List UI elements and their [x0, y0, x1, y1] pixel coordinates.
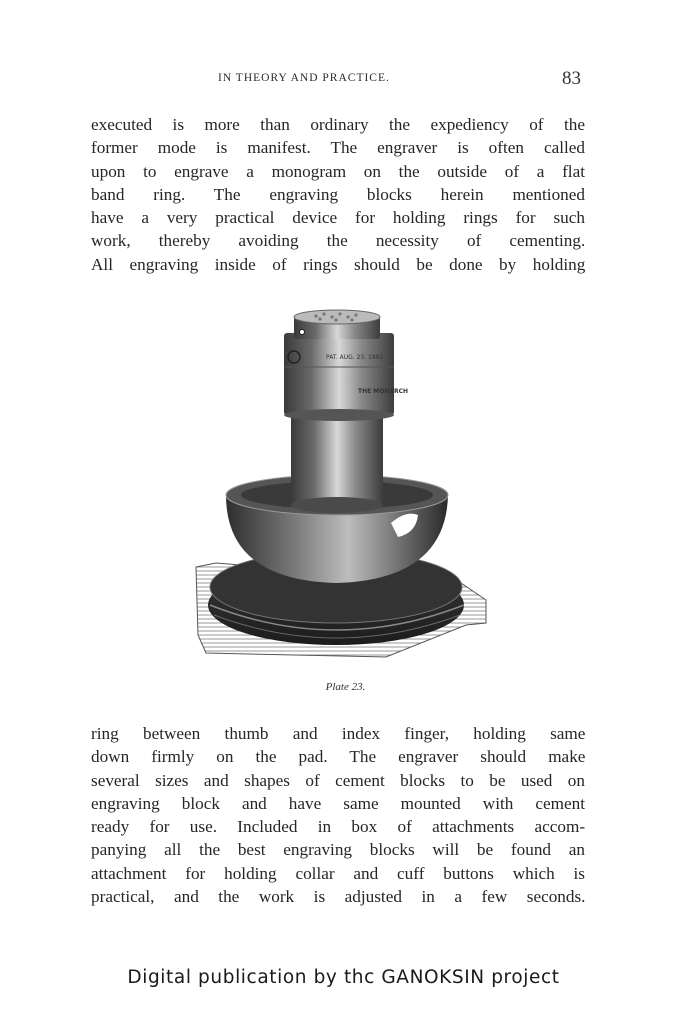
figure-caption: Plate 23. — [325, 681, 366, 693]
text-line: down firmly on the pad. The engraver should make — [91, 747, 586, 767]
plate-illustration — [186, 305, 491, 673]
inscription-name: THE MONARCH — [358, 388, 409, 395]
text-line: panying all the best engraving blocks will be found an — [91, 840, 585, 860]
text-line: engraving block and have same mounted with cement — [91, 793, 585, 813]
text-line: have a very practical device for holding rings for such — [91, 208, 585, 228]
running-title: IN THEORY AND PRACTICE. — [218, 72, 390, 84]
text-line: All engraving inside of rings should be done by holding — [91, 254, 586, 274]
engraving-block-illustration — [186, 305, 491, 673]
text-line: work, thereby avoiding the necessity of cementing. — [91, 231, 586, 251]
text-line: former mode is manifest. The engraver is often called — [91, 138, 585, 158]
text-line: ring between thumb and index finger, holding same — [91, 724, 586, 743]
text-line: several sizes and shapes of cement blocks to be used on — [91, 770, 585, 790]
text-line: practical, and the work is adjusted in a few seconds. — [91, 887, 586, 907]
publication-footer: Digital publication by thc GANOKSIN project — [127, 967, 560, 988]
text-line: upon to engrave a monogram on the outside of a flat — [91, 161, 585, 181]
paragraph-1 — [91, 113, 585, 276]
text-line: attachment for holding collar and cuff buttons which is — [91, 863, 585, 883]
inscription-date: PAT. AUG. 23. 1892 — [326, 354, 384, 361]
block-neck — [291, 413, 383, 505]
paragraph-2 — [91, 722, 585, 908]
running-head — [0, 68, 687, 92]
text-line: executed is more than ordinary the expediency of the — [91, 115, 585, 134]
page-number: 83 — [562, 68, 581, 89]
block-collar — [284, 333, 394, 415]
text-line: ready for use. Included in box of attachments accom- — [91, 817, 586, 837]
text-line: band ring. The engraving blocks herein mentioned — [91, 184, 585, 204]
